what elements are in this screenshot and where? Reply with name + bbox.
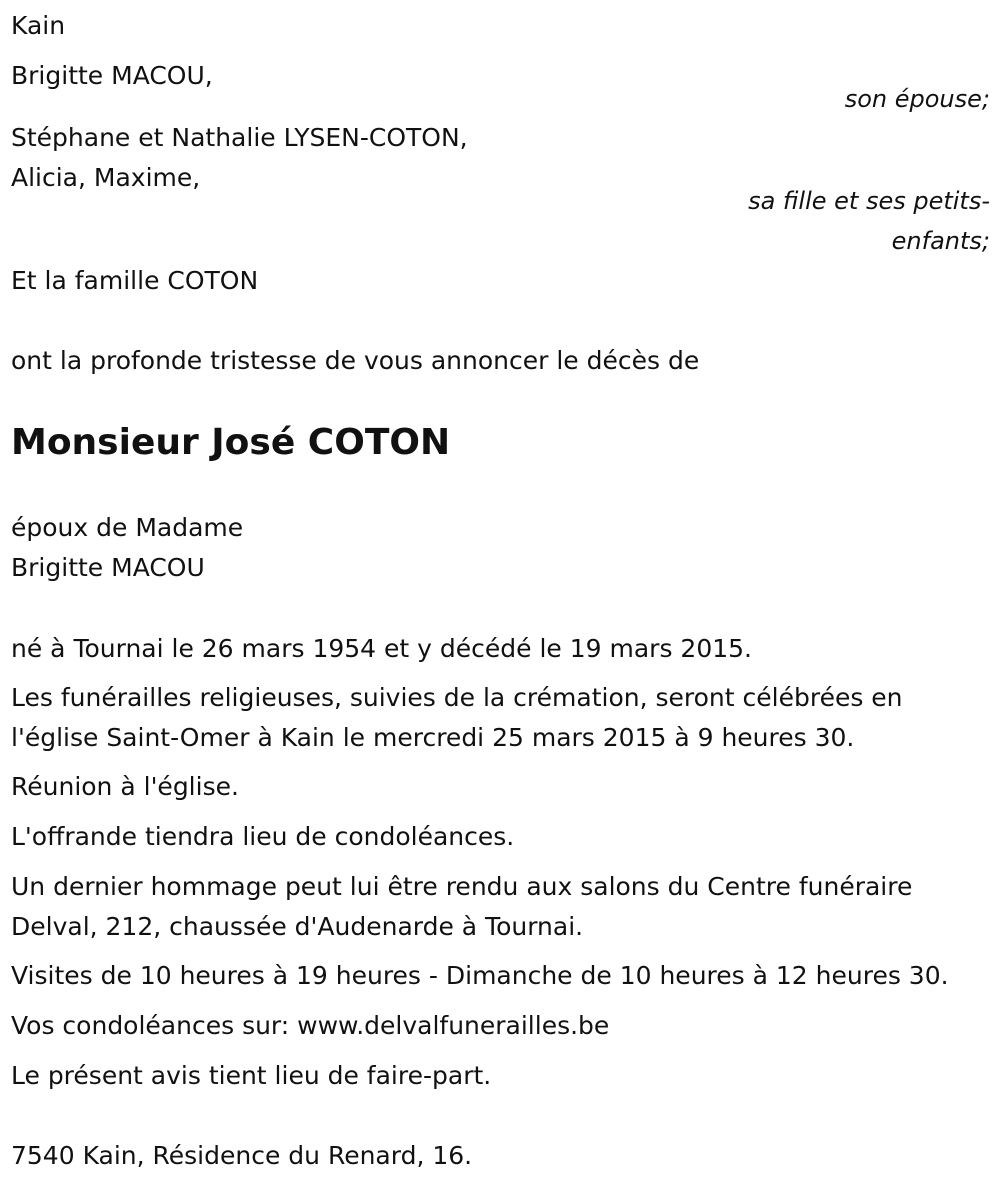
spouse-name: Brigitte MACOU, (11, 61, 213, 90)
tribute-line1: Un dernier hommage peut lui être rendu aux salons du Centre funéraire (11, 872, 913, 901)
funeral-line2: l'église Saint-Omer à Kain le mercredi 25 mars 2015 à 9 heures 30. (11, 723, 855, 752)
condolences-line: Vos condoléances sur: www.delvalfunerailles.be (11, 1011, 610, 1040)
funeral-line1: Les funérailles religieuses, suivies de la crémation, seront célébrées en (11, 683, 903, 712)
spouse-of-line2: Brigitte MACOU (11, 553, 205, 582)
tribute-line2: Delval, 212, chaussée d'Audenarde à Tournai. (11, 912, 584, 941)
visits-line: Visites de 10 heures à 19 heures - Dimanche de 10 heures à 12 heures 30. (11, 961, 949, 990)
offering-line: L'offrande tiendra lieu de condoléances. (11, 822, 515, 851)
meeting-line: Réunion à l'église. (11, 772, 239, 801)
birth-death-line: né à Tournai le 26 mars 1954 et y décédé le 19 mars 2015. (11, 634, 752, 663)
children-relation-line1: sa fille et ses petits- (748, 187, 990, 215)
spouse-relation: son épouse; (844, 85, 990, 113)
grandchildren-line: Alicia, Maxime, (11, 163, 201, 192)
notice-line: Le présent avis tient lieu de faire-part. (11, 1061, 492, 1090)
address-line: 7540 Kain, Résidence du Renard, 16. (11, 1141, 473, 1170)
location-label: Kain (11, 11, 66, 40)
spouse-of-line1: époux de Madame (11, 513, 244, 542)
daughter-line: Stéphane et Nathalie LYSEN-COTON, (11, 123, 468, 152)
children-relation-line2: enfants; (891, 227, 990, 255)
deceased-name: Monsieur José COTON (11, 422, 451, 463)
announcement-text: ont la profonde tristesse de vous annoncer le décès de (11, 346, 700, 375)
family-line: Et la famille COTON (11, 266, 259, 295)
